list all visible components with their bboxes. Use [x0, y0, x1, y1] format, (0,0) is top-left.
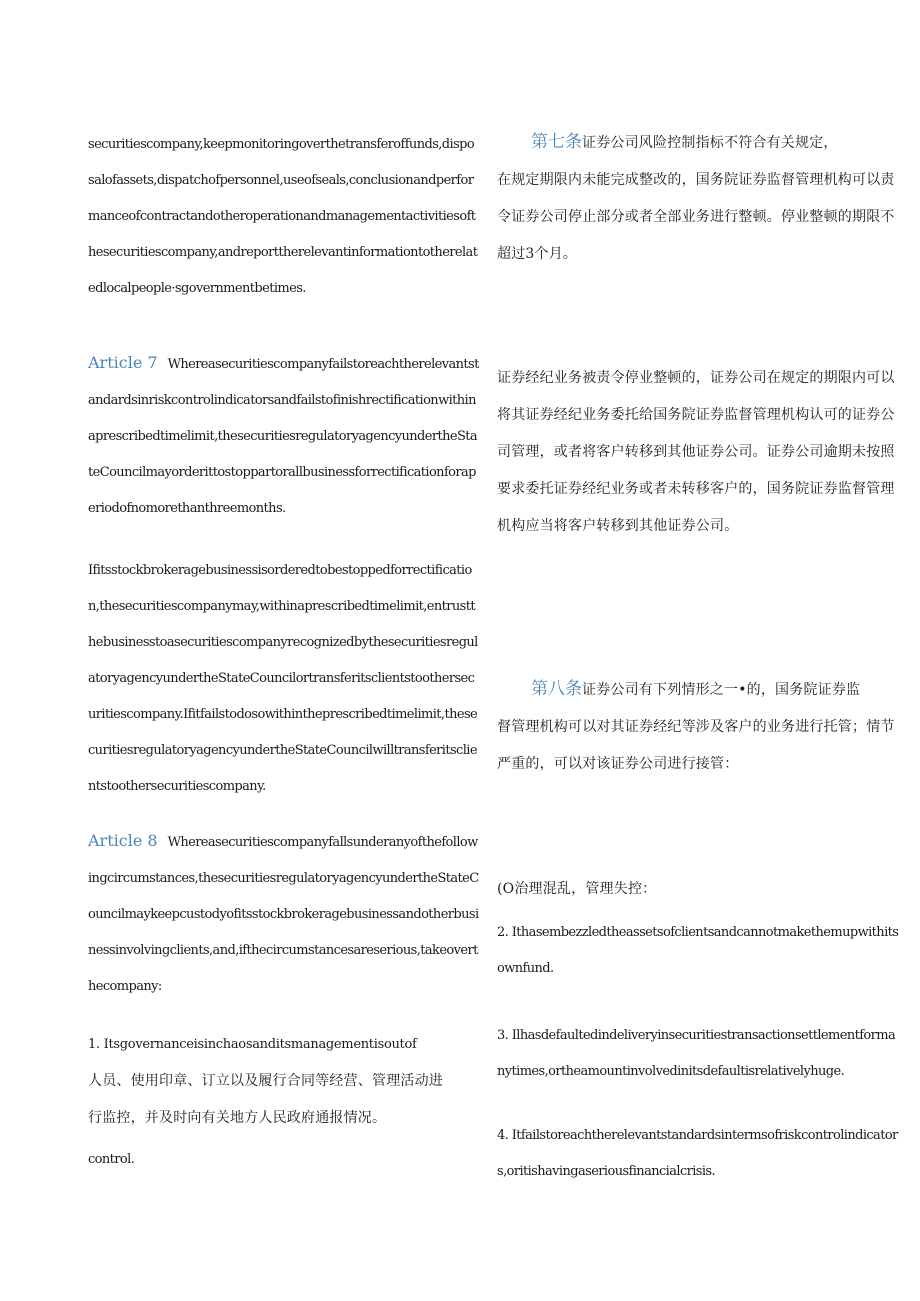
right-item-4: [497, 1118, 902, 1190]
left-article-8: [88, 823, 480, 1005]
article-8-label-zh: 第八条: [531, 679, 582, 699]
article-7-text: Whereasecuritiescompanyfailstoreachtherelevantstandardsinriskcontrolindicatorsandfailstofinishrectificationwithinaprescribedtimelimit,thesecuritiesregulatoryagencyundertheStateCouncilmayorderittostoppartorallbusinessforrectificationforaperiodofnomorethanthreemonths.: [88, 357, 479, 516]
right-item-4-text: 4. Itfailstoreachtherelevantstandardsintermsofriskcontrolindicators,oritishavingaseriousfinancialcrisis.: [497, 1128, 898, 1179]
right-article-8: [497, 671, 902, 783]
article-7-rest-zh: 在规定期限内未能完成整改的，国务院证券监督管理机构可以责令证券公司停止部分或者全部业务进行整顿。停业整顿的期限不超过3个月。: [497, 172, 895, 262]
article-7-label: Article 7: [88, 353, 158, 372]
article-8-label: Article 8: [88, 831, 158, 850]
left-control: [88, 1142, 480, 1178]
left-p3-text: Ifitsstockbrokeragebusinessisorderedtobestoppedforrectification,thesecuritiescompanymay,withinaprescribedtimelimit,entrustthebusinesstoasecuritiescompanyrecognizedbythesecuritiesregulatoryagencyundertheStateCouncilortransferitsclientstoothersecuritiescompany.Ifitfailstodosowithintheprescribedtimelimit,thesecuritiesregulatoryagencyundertheStateCouncilwilltransferitsclientstoothersecuritiescompany.: [88, 563, 478, 794]
article-7-first-line-zh: 证券公司风险控制指标不符合有关规定，: [582, 135, 838, 151]
left-article-7: [88, 345, 480, 527]
right-paragraph-2: [497, 360, 902, 545]
left-chinese-fragment: [88, 1063, 480, 1137]
left-item-1: [88, 1027, 480, 1063]
right-item-3: [497, 1018, 902, 1090]
right-item-2-text: 2. Ithasembezzledtheassetsofclientsandcannotmakethemupwithitsownfund.: [497, 925, 899, 976]
left-paragraph-1: [88, 127, 480, 307]
article-7-label-zh: 第七条: [531, 132, 582, 152]
left-p1-text: securitiescompany,keepmonitoringoverthetransferoffunds,disposalofassets,dispatchofpersonnel,useofseals,conclusionandperformanceofcontractandotheroperationandmanagementactivitiesofthesecuritiescompany,andreporttherelevantinformationtotherelatedlocalpeople·sgovernmentbetimes.: [88, 137, 478, 296]
article-8-first-line-zh: 证券公司有下列情形之一•的，国务院证券监: [582, 682, 861, 698]
left-item-1-text: 1. Itsgovernanceisinchaosanditsmanagementisoutof: [88, 1037, 417, 1052]
right-p2-text: 证券经纪业务被责令停业整顿的，证券公司在规定的期限内可以将其证券经纪业务委托给国务院证券监督管理机构认可的证券公司管理，或者将客户转移到其他证券公司。证券公司逾期未按照要求委托证券经纪业务或者未转移客户的，国务院证券监督管理机构应当将客户转移到其他证券公司。: [497, 370, 895, 534]
zh-line-2: 行监控，并及时向有关地方人民政府通报情况。: [88, 1110, 387, 1126]
left-paragraph-3: [88, 553, 480, 805]
right-item-1-text: (O治理混乱，管理失控：: [497, 881, 657, 897]
zh-line-1: 人员、使用印章、订立以及履行合同等经营、管理活动进: [88, 1073, 443, 1089]
right-article-7: [497, 124, 902, 273]
right-item-2: [497, 915, 902, 987]
right-item-3-text: 3. Ilhasdefaultedindeliveryinsecuritiestransactionsettlementformanytimes,ortheamountinvolvedinitsdefaultisrelativelyhuge.: [497, 1028, 896, 1079]
right-item-1: [497, 871, 902, 908]
article-8-rest-zh: 督管理机构可以对其证券经纪等涉及客户的业务进行托管；情节严重的，可以对该证券公司进行接管：: [497, 719, 895, 772]
control-text: control.: [88, 1152, 135, 1167]
article-8-text: Whereasecuritiescompanyfallsunderanyofthefollowingcircumstances,thesecuritiesregulatoryagencyundertheStateCouncilmaykeepcustodyofitsstockbrokeragebusinessandotherbusinessinvolvingclients,and,ifthecircumstancesareserious,takeoverthecompany:: [88, 835, 479, 994]
